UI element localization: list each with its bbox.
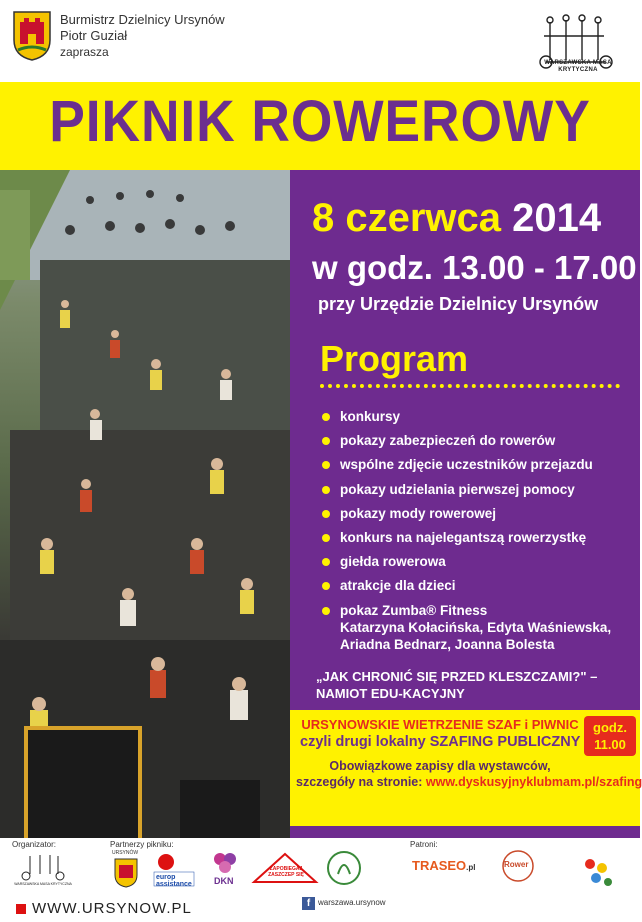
page-title: PIKNIK ROWEROWY bbox=[49, 89, 591, 154]
cyclists-photo bbox=[0, 170, 290, 838]
program-item-zumba bbox=[322, 602, 632, 653]
ticks-tent-note: „JAK CHRONIĆ SIĘ PRZED KLESZCZAMI?" – NAMIOT EDU-KACYJNY bbox=[316, 669, 598, 701]
zapobiegaj-logo bbox=[252, 852, 318, 884]
event-place: przy Urzędzie Dzielnicy Ursynów bbox=[318, 294, 599, 314]
mk-small-text: WARSZAWSKA MASA KRYTYCZNA bbox=[14, 882, 72, 886]
europ-assistance-text: europ assistance bbox=[156, 874, 192, 888]
program-item: konkurs na najelegantszą rowerzystkę bbox=[322, 529, 632, 546]
program-item: konkursy bbox=[322, 408, 632, 425]
organizer-text bbox=[60, 12, 225, 60]
program-item: giełda rowerowa bbox=[322, 553, 632, 570]
szafing-time-badge bbox=[584, 716, 636, 756]
red-square-icon bbox=[16, 904, 26, 914]
ursynow-small-crest-icon bbox=[114, 858, 138, 888]
event-date-day: 8 czerwca bbox=[312, 196, 502, 240]
zumba-names-2: Ariadna Bednarz, Joanna Bolesta bbox=[340, 636, 555, 652]
dkn-flower-icon bbox=[210, 850, 240, 876]
event-date-year: 2014 bbox=[512, 196, 602, 240]
badge-time: 11.00 bbox=[594, 737, 626, 752]
szafing-registration: Obowiązkowe zapisy dla wystawców, bbox=[329, 759, 551, 773]
organizer-label: Organizator: bbox=[12, 840, 57, 849]
cyclists-crowd-illustration bbox=[0, 170, 290, 838]
ursynow-mini-label: URSYNÓW bbox=[112, 850, 139, 856]
badge-label: godz. bbox=[593, 720, 627, 735]
masa-krytyczna-small-logo-icon bbox=[14, 852, 72, 886]
szafing-details-prefix: szczegóły na stronie: bbox=[296, 775, 423, 789]
facebook-icon[interactable]: f bbox=[302, 897, 315, 910]
rower-text: Rower bbox=[504, 860, 529, 869]
traseo-text: TRASEO bbox=[412, 858, 467, 873]
program-item: pokazy zabezpieczeń do rowerów bbox=[322, 432, 632, 449]
szafing-title: URSYNOWSKIE WIETRZENIE SZAF i PIWNIC bbox=[301, 717, 579, 732]
patrons-label: Patroni: bbox=[410, 840, 438, 849]
zumba-names-1: Katarzyna Kołacińska, Edyta Waśniewska, bbox=[340, 619, 612, 635]
rower-logo bbox=[498, 848, 538, 884]
szafing-subtitle: czyli drugi lokalny SZAFING PUBLICZNY bbox=[300, 734, 581, 750]
facebook-handle[interactable]: warszawa.ursynow bbox=[318, 898, 386, 907]
organizer-line-3: zaprasza bbox=[60, 45, 109, 59]
dkn-logo bbox=[210, 850, 240, 890]
traseo-suffix: .pl bbox=[466, 863, 476, 872]
green-circle-logo-icon bbox=[326, 850, 362, 886]
program-item: pokazy udzielania pierwszej pomocy bbox=[322, 481, 632, 498]
program-divider bbox=[320, 384, 620, 388]
zapobiegaj-text: ZAPOBIEGAJ ZASZCZEP SIĘ bbox=[268, 866, 304, 878]
dkn-text: DKN bbox=[214, 876, 234, 886]
traseo-logo bbox=[412, 858, 476, 873]
program-item: pokazy mody rowerowej bbox=[322, 505, 632, 522]
organizer-line-2: Piotr Guział bbox=[60, 28, 128, 43]
program-item: wspólne zdjęcie uczestników przejazdu bbox=[322, 456, 632, 473]
partners-label: Partnerzy pikniku: bbox=[110, 840, 174, 849]
masa-krytyczna-text: WARSZAWSKA MASA KRYTYCZNA bbox=[544, 60, 612, 73]
szafing-link[interactable]: www.dyskusyjnyklubmam.pl/szafing bbox=[425, 775, 642, 789]
event-hours: w godz. 13.00 - 17.00 bbox=[312, 249, 637, 286]
ursynow-crest-icon bbox=[12, 10, 52, 62]
footer-url[interactable]: WWW.URSYNOW.PL bbox=[32, 900, 192, 917]
program-heading: Program bbox=[320, 338, 469, 379]
zumba-title: pokaz Zumba® Fitness bbox=[340, 602, 488, 618]
ursynow-patron-logo-icon bbox=[576, 854, 620, 896]
organizer-line-1: Burmistrz Dzielnicy Ursynów bbox=[60, 12, 225, 27]
sponsors-strip bbox=[0, 838, 640, 898]
program-item: atrakcje dla dzieci bbox=[322, 577, 632, 594]
szafing-details bbox=[296, 774, 642, 790]
europ-assistance-logo bbox=[150, 852, 196, 890]
program-list bbox=[322, 408, 632, 660]
event-date bbox=[312, 196, 601, 241]
